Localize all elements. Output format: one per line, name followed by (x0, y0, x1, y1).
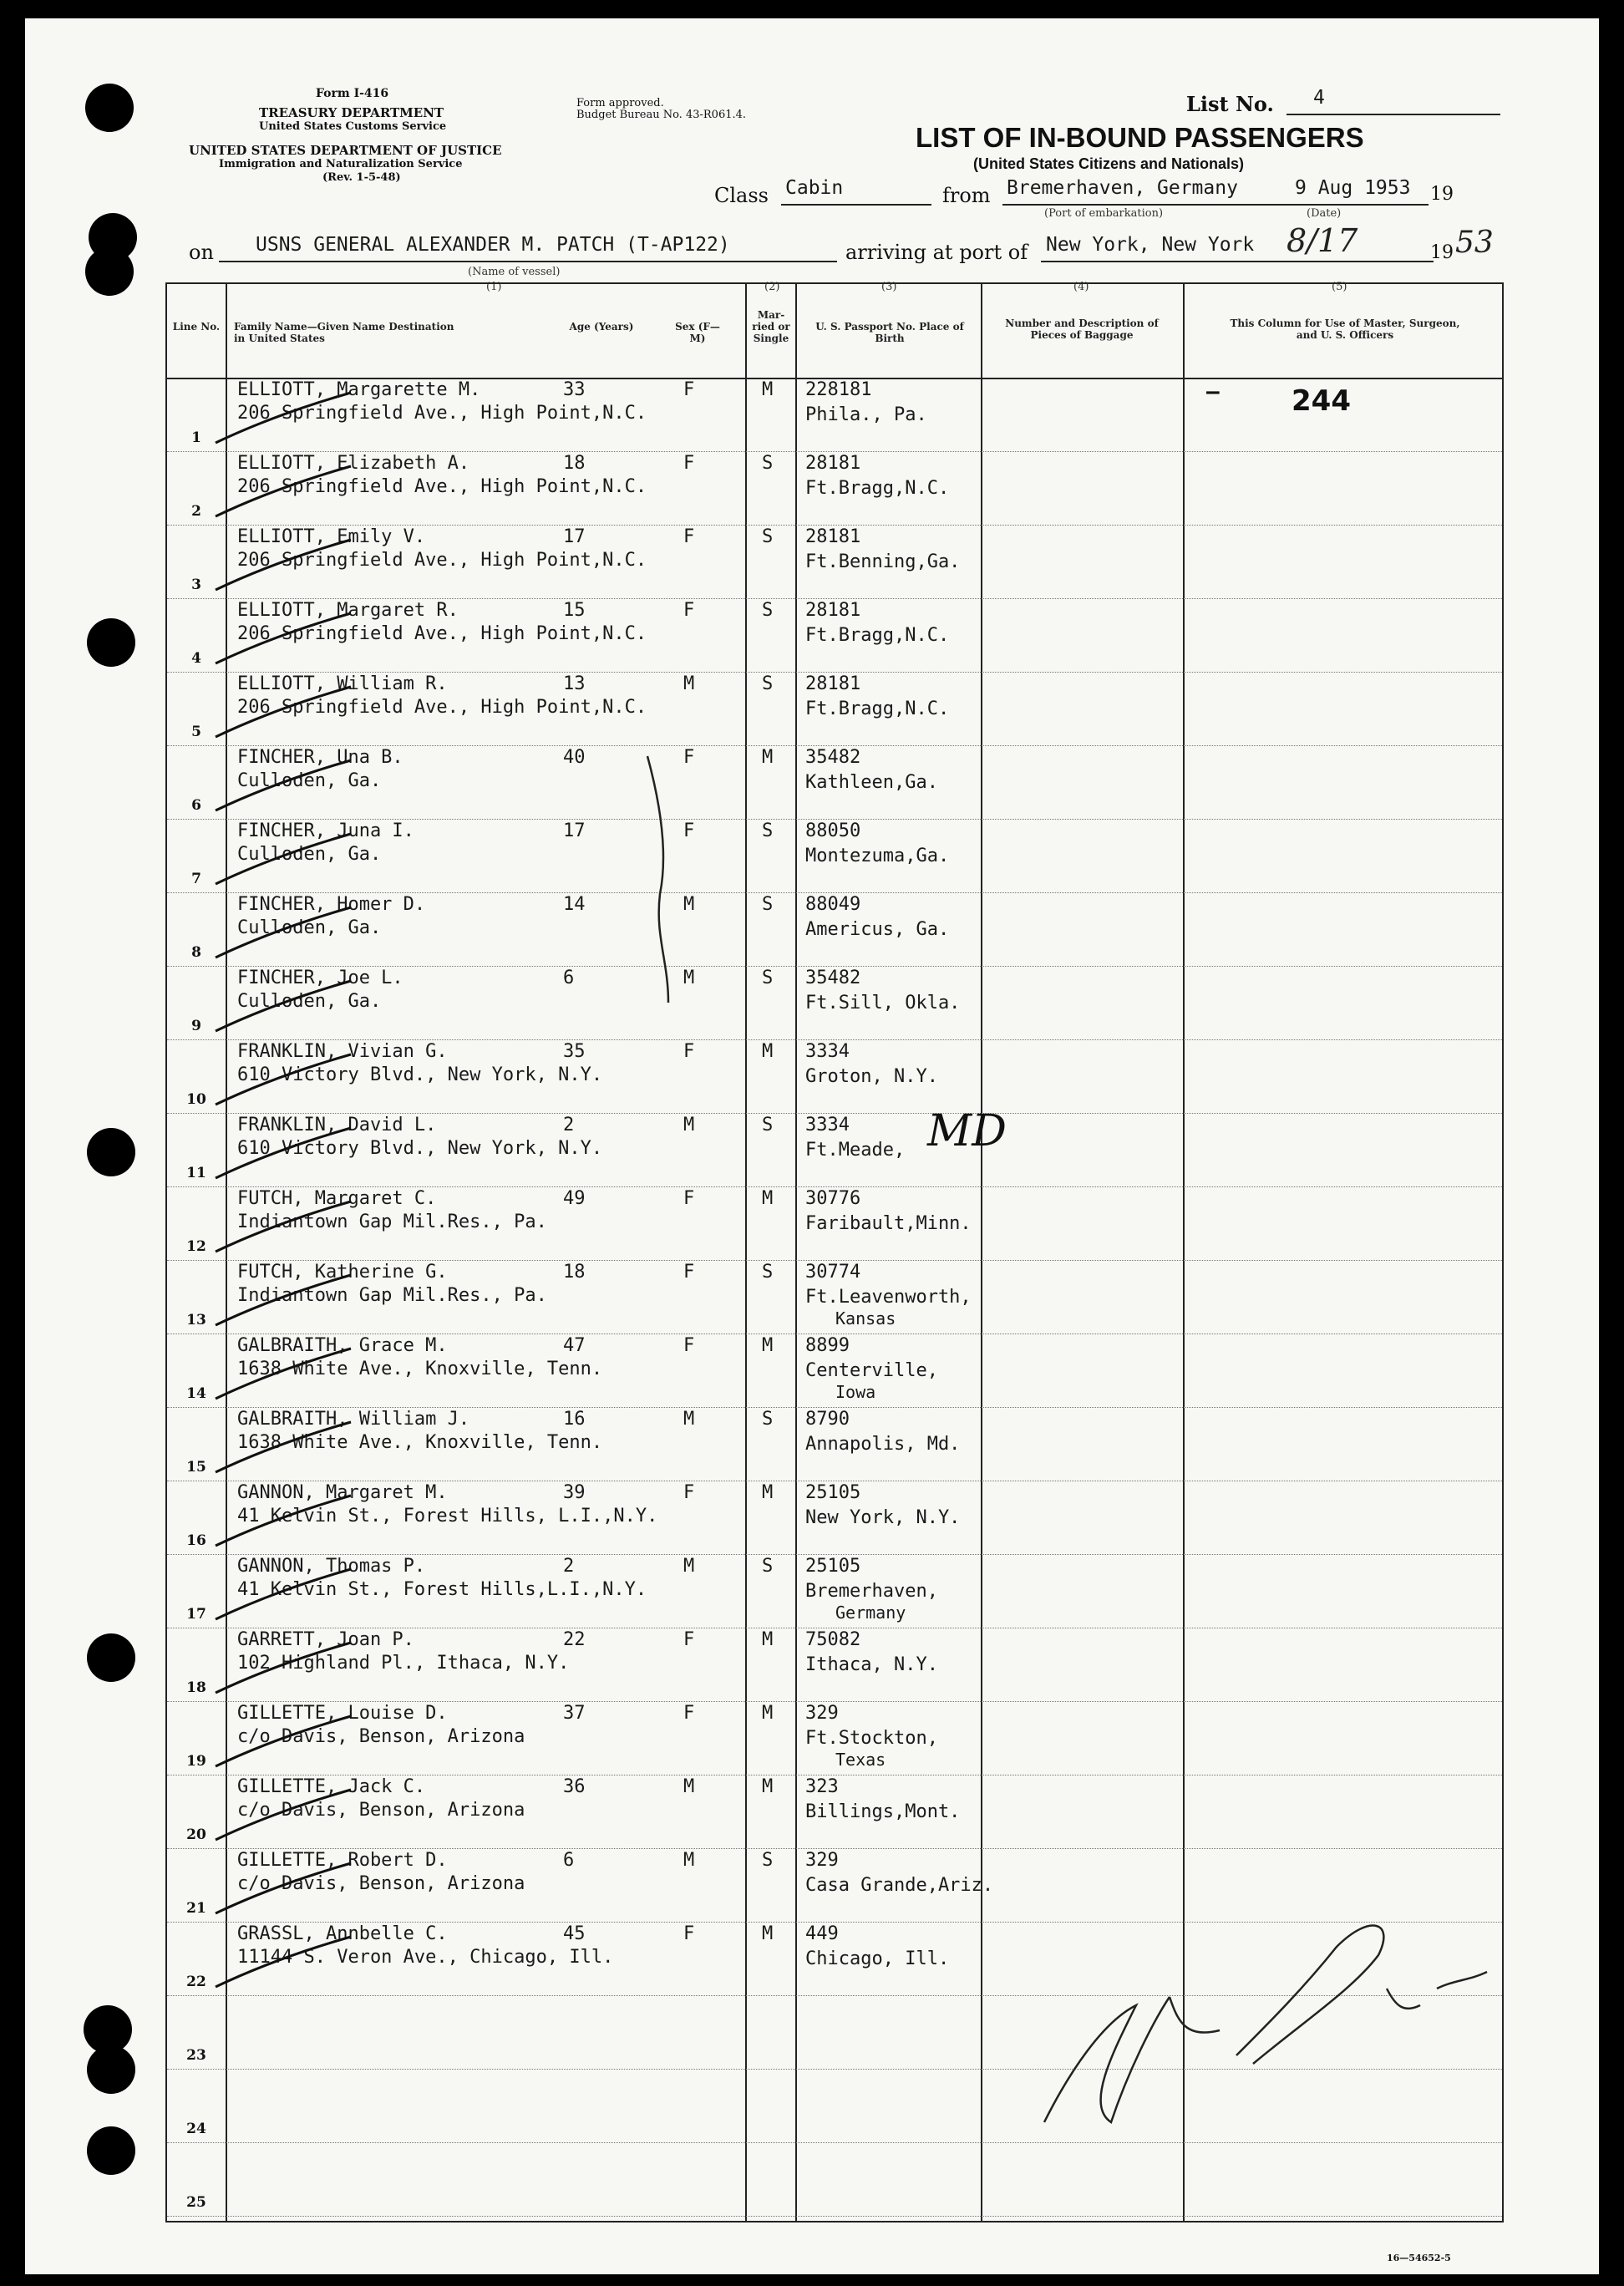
passenger-name: ELLIOTT, Margarette M. (237, 379, 481, 400)
sex: M (683, 968, 695, 988)
destination: c/o Davis, Benson, Arizona (237, 1873, 525, 1894)
passport-number: 28181 (805, 600, 861, 621)
line-number: 4 (191, 650, 201, 667)
marital-status: S (762, 894, 774, 915)
line-number: 9 (191, 1018, 201, 1034)
age: 16 (563, 1409, 586, 1430)
column-number: (1) (486, 281, 502, 293)
passport-number: 449 (805, 1923, 839, 1944)
line-number: 18 (186, 1679, 206, 1696)
sex: F (683, 379, 695, 400)
passenger-name: GALBRAITH, Grace M. (237, 1335, 448, 1356)
check-mark (216, 907, 351, 958)
arrival-date-handwritten: 8/17 (1287, 222, 1358, 259)
birthplace: Ft.Stockton, (805, 1728, 938, 1749)
marital-status: M (762, 379, 774, 400)
sex: M (683, 1115, 695, 1135)
line-number: 23 (186, 2047, 206, 2064)
form-number: Form I-416 (316, 87, 389, 100)
passport-number: 3334 (805, 1041, 850, 1062)
birthplace: New York, N.Y. (805, 1507, 961, 1528)
treasury-dept: TREASURY DEPARTMENT (259, 105, 444, 120)
destination: 206 Springfield Ave., High Point,N.C. (237, 697, 647, 718)
header-line-no: Line No. (172, 321, 221, 333)
birthplace: Ft.Benning,Ga. (805, 551, 961, 572)
destination: Indiantown Gap Mil.Res., Pa. (237, 1212, 547, 1232)
footer-code: 16—54652-5 (1387, 2253, 1451, 2263)
sex: M (683, 673, 695, 694)
check-mark (216, 1054, 351, 1105)
passport-number: 88049 (805, 894, 861, 915)
birthplace: Groton, N.Y. (805, 1066, 938, 1087)
line-number: 25 (186, 2194, 206, 2211)
check-mark (216, 540, 351, 590)
passenger-name: GARRETT, Joan P. (237, 1629, 414, 1650)
header-name: Family Name—Given Name Destination in United States (234, 321, 454, 344)
passenger-name: GANNON, Thomas P. (237, 1556, 426, 1577)
line-number: 22 (186, 1974, 206, 1990)
sex: F (683, 820, 695, 841)
birthplace-line2: Kansas (835, 1308, 896, 1328)
marital-status: M (762, 1776, 774, 1797)
budget-bureau: Budget Bureau No. 43-R061.4. (576, 109, 747, 121)
marital-status: S (762, 1409, 774, 1430)
birthplace: Chicago, Ill. (805, 1948, 950, 1969)
year-prefix: 19 (1430, 184, 1454, 205)
check-mark (216, 393, 351, 443)
birthplace: Ft.Leavenworth, (805, 1287, 972, 1308)
officer-dash: — (1206, 379, 1220, 404)
passport-number: 228181 (805, 379, 872, 400)
age: 15 (563, 600, 586, 621)
age: 2 (563, 1556, 575, 1577)
line-number: 19 (186, 1753, 206, 1770)
check-mark (216, 687, 351, 737)
passport-number: 28181 (805, 673, 861, 694)
age: 36 (563, 1776, 586, 1797)
passport-number: 25105 (805, 1482, 861, 1503)
date-caption: (Date) (1307, 207, 1342, 220)
destination: Culloden, Ga. (237, 991, 382, 1012)
marital-status: S (762, 1850, 774, 1871)
age: 18 (563, 453, 586, 474)
passenger-name: FRANKLIN, David L. (237, 1115, 437, 1135)
age: 6 (563, 968, 575, 988)
check-mark (216, 760, 351, 810)
destination: 610 Victory Blvd., New York, N.Y. (237, 1064, 603, 1085)
marital-status: S (762, 1262, 774, 1283)
age: 33 (563, 379, 586, 400)
line-number: 8 (191, 944, 201, 961)
age: 17 (563, 526, 586, 547)
header-passport: U. S. Passport No. Place of Birth (815, 321, 964, 344)
marital-status: M (762, 747, 774, 768)
age: 13 (563, 673, 586, 694)
arrival-year-handwritten: 53 (1455, 226, 1494, 260)
destination: 206 Springfield Ave., High Point,N.C. (237, 403, 647, 424)
column-number: (3) (881, 281, 897, 293)
passport-number: 35482 (805, 968, 861, 988)
passport-number: 323 (805, 1776, 839, 1797)
passenger-name: FINCHER, Homer D. (237, 894, 426, 915)
marital-status: M (762, 1335, 774, 1356)
check-mark (216, 1201, 351, 1252)
passport-number: 28181 (805, 453, 861, 474)
arrival-year-prefix: 19 (1430, 242, 1454, 263)
vessel-name: USNS GENERAL ALEXANDER M. PATCH (T-AP122) (256, 234, 730, 256)
line-number: 17 (186, 1606, 206, 1623)
destination: 102 Highland Pl., Ithaca, N.Y. (237, 1653, 570, 1674)
check-mark (216, 613, 351, 663)
passport-number: 35482 (805, 747, 861, 768)
marital-status: S (762, 1115, 774, 1135)
embarkation-port: Bremerhaven, Germany (1007, 177, 1238, 199)
embarkation-date: 9 Aug 1953 (1295, 177, 1411, 199)
sex: F (683, 600, 695, 621)
passenger-name: FINCHER, Juna I. (237, 820, 414, 841)
list-no-value: 4 (1313, 87, 1325, 109)
sex: F (683, 526, 695, 547)
passenger-name: FINCHER, Joe L. (237, 968, 403, 988)
column-number: (4) (1073, 281, 1089, 293)
immigration-service: Immigration and Naturalization Service (219, 158, 463, 170)
handwritten-md: MD (927, 1106, 1007, 1156)
passenger-name: ELLIOTT, Margaret R. (237, 600, 459, 621)
destination: 41 Kelvin St., Forest Hills, L.I.,N.Y. (237, 1506, 658, 1527)
birthplace: Centerville, (805, 1360, 938, 1381)
line-number: 2 (191, 503, 201, 520)
age: 49 (563, 1188, 586, 1209)
marital-status: S (762, 1556, 774, 1577)
passport-number: 28181 (805, 526, 861, 547)
passport-number: 8899 (805, 1335, 850, 1356)
justice-dept: UNITED STATES DEPARTMENT OF JUSTICE (189, 143, 502, 158)
marital-status: S (762, 968, 774, 988)
line-number: 21 (186, 1900, 206, 1917)
birthplace: Annapolis, Md. (805, 1434, 961, 1455)
line-number: 15 (186, 1459, 206, 1476)
line-number: 1 (191, 429, 201, 446)
birthplace: Ft.Bragg,N.C. (805, 625, 950, 646)
officer-note: 244 (1292, 384, 1351, 418)
check-mark (216, 834, 351, 884)
passenger-name: GALBRAITH, William J. (237, 1409, 470, 1430)
sex: F (683, 1629, 695, 1650)
customs-service: United States Customs Service (259, 120, 447, 133)
destination: 11144 S. Veron Ave., Chicago, Ill. (237, 1947, 614, 1968)
passenger-name: ELLIOTT, Elizabeth A. (237, 453, 470, 474)
marital-status: S (762, 600, 774, 621)
passenger-name: ELLIOTT, Emily V. (237, 526, 426, 547)
from-label: from (942, 184, 991, 207)
line-number: 14 (186, 1385, 206, 1402)
sex: F (683, 1923, 695, 1944)
sex: F (683, 1335, 695, 1356)
marital-status: M (762, 1923, 774, 1944)
line-number: 3 (191, 577, 201, 593)
passport-number: 329 (805, 1703, 839, 1724)
check-mark (216, 1790, 351, 1840)
marital-status: M (762, 1629, 774, 1650)
age: 14 (563, 894, 586, 915)
document-title: LIST OF IN-BOUND PASSENGERS (916, 122, 1364, 153)
birthplace: Bremerhaven, (805, 1581, 938, 1602)
passport-number: 30774 (805, 1262, 861, 1283)
birthplace: Faribault,Minn. (805, 1213, 972, 1234)
sex: M (683, 1556, 695, 1577)
birthplace-line2: Texas (835, 1750, 886, 1770)
passenger-name: GRASSL, Annbelle C. (237, 1923, 448, 1944)
header-age: Age (Years) (569, 321, 634, 333)
destination: Culloden, Ga. (237, 844, 382, 865)
destination: 206 Springfield Ave., High Point,N.C. (237, 550, 647, 571)
check-mark (216, 1937, 351, 1987)
line-number: 24 (186, 2121, 206, 2137)
destination: 1638 White Ave., Knoxville, Tenn. (237, 1432, 603, 1453)
sex: F (683, 1482, 695, 1503)
arriving-label: arriving at port of (845, 241, 1028, 264)
header-baggage: Number and Description of Pieces of Baggage (1005, 318, 1159, 341)
birthplace: Americus, Ga. (805, 919, 950, 940)
passenger-name: FRANKLIN, Vivian G. (237, 1041, 448, 1062)
column-number: (5) (1332, 281, 1347, 293)
list-no-label: List No. (1186, 92, 1274, 116)
sex: F (683, 747, 695, 768)
passport-number: 75082 (805, 1629, 861, 1650)
check-mark (216, 1496, 351, 1546)
destination: Culloden, Ga. (237, 917, 382, 938)
sex: F (683, 1188, 695, 1209)
destination: 610 Victory Blvd., New York, N.Y. (237, 1138, 603, 1159)
marital-status: M (762, 1703, 774, 1724)
passport-number: 88050 (805, 820, 861, 841)
check-mark (216, 981, 351, 1031)
header-sex: Sex (F—M) (675, 321, 720, 344)
marital-status: M (762, 1188, 774, 1209)
passenger-name: GILLETTE, Jack C. (237, 1776, 426, 1797)
birthplace: Ft.Bragg,N.C. (805, 698, 950, 719)
marital-status: S (762, 526, 774, 547)
age: 39 (563, 1482, 586, 1503)
birthplace: Casa Grande,Ariz. (805, 1875, 994, 1896)
age: 22 (563, 1629, 586, 1650)
column-number: (2) (764, 281, 780, 293)
passport-number: 30776 (805, 1188, 861, 1209)
destination: 1638 White Ave., Knoxville, Tenn. (237, 1359, 603, 1379)
sex: M (683, 1409, 695, 1430)
destination: 206 Springfield Ave., High Point,N.C. (237, 476, 647, 497)
line-number: 7 (191, 871, 201, 887)
age: 18 (563, 1262, 586, 1283)
birthplace: Montezuma,Ga. (805, 846, 950, 866)
check-mark (216, 1863, 351, 1913)
destination: Culloden, Ga. (237, 770, 382, 791)
revision: (Rev. 1-5-48) (322, 171, 401, 184)
passenger-name: FUTCH, Katherine G. (237, 1262, 448, 1283)
line-number: 11 (186, 1165, 206, 1181)
birthplace: Phila., Pa. (805, 404, 927, 425)
birthplace-line2: Germany (835, 1603, 906, 1623)
line-number: 13 (186, 1312, 206, 1328)
check-mark (216, 1128, 351, 1178)
line-number: 6 (191, 797, 201, 814)
age: 37 (563, 1703, 586, 1724)
sex: M (683, 894, 695, 915)
line-number: 12 (186, 1238, 206, 1255)
age: 6 (563, 1850, 575, 1871)
passenger-name: FINCHER, Una B. (237, 747, 403, 768)
arrival-port: New York, New York (1046, 234, 1255, 256)
class-label: Class (714, 184, 769, 207)
sex: F (683, 1262, 695, 1283)
passport-number: 8790 (805, 1409, 850, 1430)
check-mark (216, 1569, 351, 1619)
passenger-name: ELLIOTT, William R. (237, 673, 448, 694)
check-mark (216, 1349, 351, 1399)
destination: 41 Kelvin St., Forest Hills,L.I.,N.Y. (237, 1579, 647, 1600)
on-label: on (189, 241, 214, 264)
header-officers: This Column for Use of Master, Surgeon, and U. S. Officers (1230, 318, 1460, 341)
marital-status: M (762, 1482, 774, 1503)
check-mark (216, 1275, 351, 1325)
birthplace: Billings,Mont. (805, 1801, 961, 1822)
passenger-name: GANNON, Margaret M. (237, 1482, 448, 1503)
form-approved: Form approved. (576, 97, 664, 109)
sex: F (683, 453, 695, 474)
birthplace: Ft.Bragg,N.C. (805, 478, 950, 499)
passport-number: 329 (805, 1850, 839, 1871)
sex: F (683, 1041, 695, 1062)
age: 40 (563, 747, 586, 768)
sex: M (683, 1850, 695, 1871)
passenger-name: GILLETTE, Louise D. (237, 1703, 448, 1724)
marital-status: S (762, 453, 774, 474)
line-number: 10 (186, 1091, 206, 1108)
passenger-name: GILLETTE, Robert D. (237, 1850, 448, 1871)
check-mark (216, 1422, 351, 1472)
birthplace-line2: Iowa (835, 1382, 876, 1402)
destination: Indiantown Gap Mil.Res., Pa. (237, 1285, 547, 1306)
birthplace: Ft.Sill, Okla. (805, 993, 961, 1013)
passport-number: 3334 (805, 1115, 850, 1135)
destination: c/o Davis, Benson, Arizona (237, 1800, 525, 1821)
port-caption: (Port of embarkation) (1044, 207, 1164, 220)
line-number: 16 (186, 1532, 206, 1549)
marital-status: S (762, 673, 774, 694)
birthplace: Ft.Meade, (805, 1140, 906, 1161)
age: 45 (563, 1923, 586, 1944)
check-mark (216, 1716, 351, 1766)
age: 2 (563, 1115, 575, 1135)
line-number: 5 (191, 724, 201, 740)
age: 35 (563, 1041, 586, 1062)
destination: c/o Davis, Benson, Arizona (237, 1726, 525, 1747)
age: 47 (563, 1335, 586, 1356)
line-number: 20 (186, 1826, 206, 1843)
document-subtitle: (United States Citizens and Nationals) (973, 155, 1245, 172)
birthplace: Ithaca, N.Y. (805, 1654, 938, 1675)
header-married: Mar-ried or Single (752, 309, 790, 344)
age: 17 (563, 820, 586, 841)
birthplace: Kathleen,Ga. (805, 772, 938, 793)
class-value: Cabin (785, 177, 844, 199)
sex: M (683, 1776, 695, 1797)
vessel-caption: (Name of vessel) (468, 266, 561, 278)
passenger-name: FUTCH, Margaret C. (237, 1188, 437, 1209)
passport-number: 25105 (805, 1556, 861, 1577)
check-mark (216, 466, 351, 516)
sex: F (683, 1703, 695, 1724)
marital-status: M (762, 1041, 774, 1062)
destination: 206 Springfield Ave., High Point,N.C. (237, 623, 647, 644)
check-mark (216, 1643, 351, 1693)
marital-status: S (762, 820, 774, 841)
